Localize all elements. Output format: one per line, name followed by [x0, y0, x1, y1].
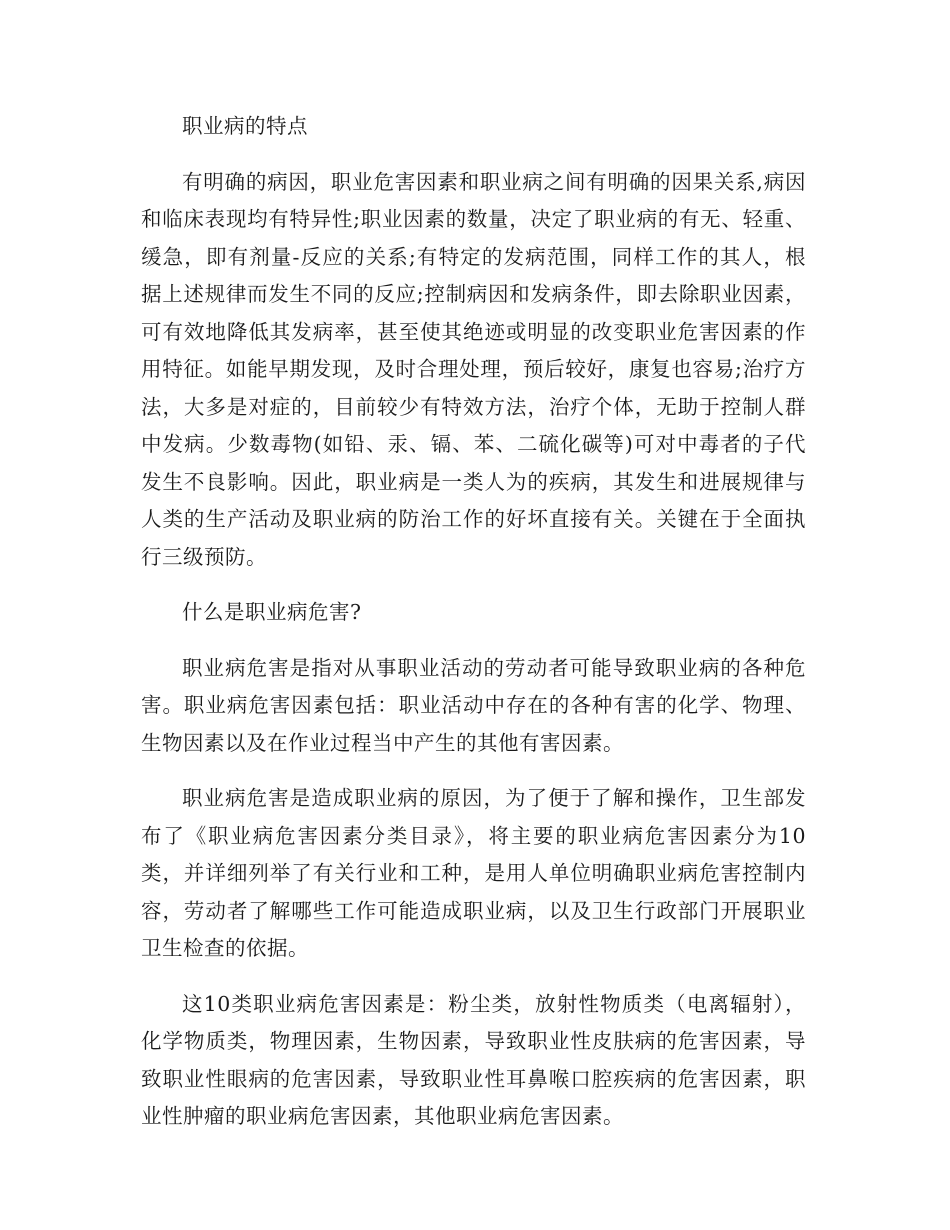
- paragraph-characteristics: 有明确的病因，职业危害因素和职业病之间有明确的因果关系,病因和临床表现均有特异性;职业因素的数量，决定了职业病的有无、轻重、缓急，即有剂量-反应的关系;有特定的发病范围，同样工作的其人，根据上述规律而发生不同的反应;控制病因和发病条件，即去除职业因素，可有效地降低其发病率，甚至使其绝迹或明显的改变职业危害因素的作用特征。如能早期发现，及时合理处理，预后较好，康复也容易;治疗方法，大多是对症的，目前较少有特效方法，治疗个体，无助于控制人群中发病。少数毒物(如铅、汞、镉、苯、二硫化碳等)可对中毒者的子代发生不良影响。因此，职业病是一类人为的疾病，其发生和进展规律与人类的生产活动及职业病的防治工作的好坏直接有关。关键在于全面执行三级预防。: [141, 169, 806, 569]
- paragraph-ten-categories: 这10类职业病危害因素是：粉尘类，放射性物质类（电离辐射），化学物质类，物理因素，生物因素，导致职业性皮肤病的危害因素，导致职业性眼病的危害因素，导致职业性耳鼻喉口腔疾病的危害因素，职业性肿瘤的职业病危害因素，其他职业病危害因素。: [141, 991, 806, 1128]
- section-heading-what-is-hazard: 什么是职业病危害?: [182, 600, 362, 624]
- document-body: [141, 108, 806, 1154]
- paragraph-hazard-catalog: 职业病危害是造成职业病的原因，为了便于了解和操作，卫生部发布了《职业病危害因素分类目录》，将主要的职业病危害因素分为10类，并详细列举了有关行业和工种，是用人单位明确职业病危害控制内容，劳动者了解哪些工作可能造成职业病，以及卫生行政部门开展职业卫生检查的依据。: [141, 786, 806, 960]
- paragraph-hazard-definition: 职业病危害是指对从事职业活动的劳动者可能导致职业病的各种危害。职业病危害因素包括：职业活动中存在的各种有害的化学、物理、生物因素以及在作业过程当中产生的其他有害因素。: [141, 655, 806, 755]
- section-heading-characteristics: 职业病的特点: [182, 114, 308, 138]
